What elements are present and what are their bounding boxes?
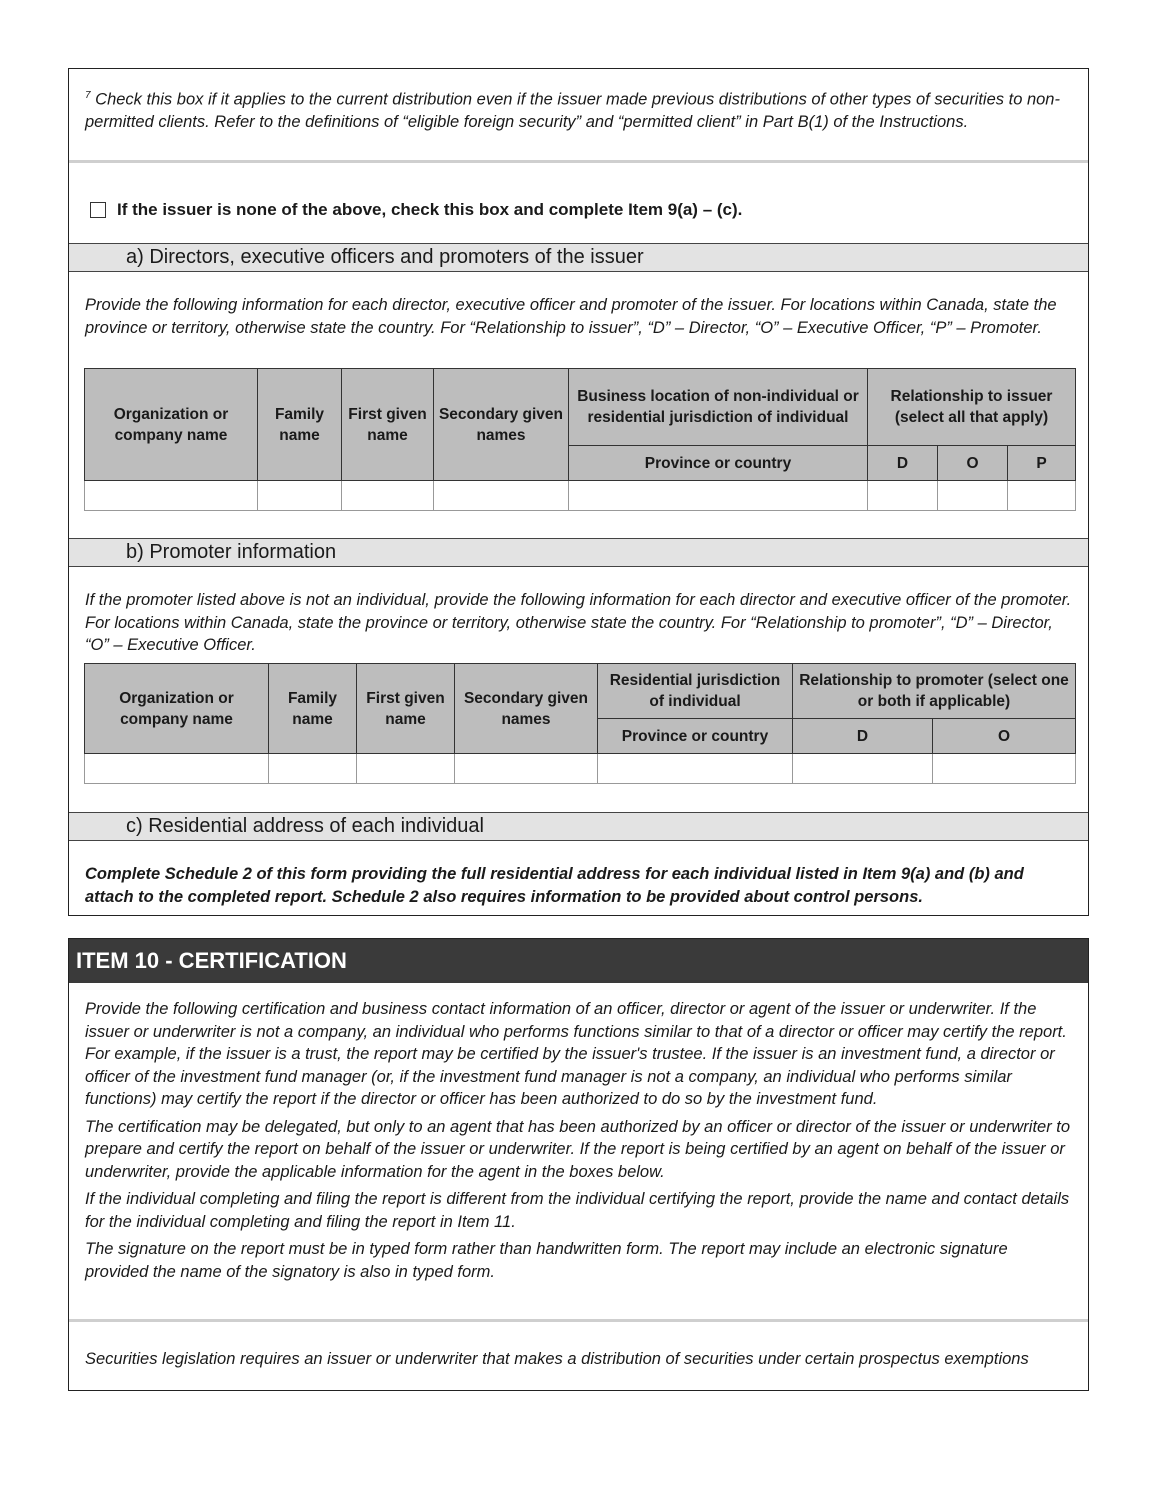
item10-paragraph-1: Provide the following certification and business contact information of an officer, director or agent of the issuer or underwriter. If the issuer or underwriter is not a company, an individual who performs functions similar to that of a director or officer may certify the report. For example, if the issuer is a trust, the report may be certified by the issuer's trustee. If the issuer is an investment fund, a director or officer of the investment fund manager (or, if the investment fund manager is not a company, an individual who performs similar functions) may certify the report if the director or officer has been authorized to do so by the investment fund. (85, 1000, 1067, 1108)
cell-secondary[interactable] (434, 481, 569, 511)
item10-paragraph-2: The certification may be delegated, but only to an agent that has been authorized by an officer or director of the issuer or underwriter to prepare and certify the report on behalf of the issuer or underwriter. If the report is being certified by an agent on behalf of the issuer or underwriter, provide the applicable information for the agent in the boxes below. (85, 1117, 1071, 1181)
section-c-text: Complete Schedule 2 of this form providing the full residential address for each individual listed in Item 9(a) and (b) and attach to the completed report. Schedule 2 also requires information to be provided about control persons. (85, 865, 1024, 906)
cell-first[interactable] (357, 754, 455, 784)
cell-org[interactable] (85, 754, 269, 784)
item10-title: ITEM 10 - CERTIFICATION (69, 939, 1088, 983)
cell-org[interactable] (85, 481, 258, 511)
footnote-text: Check this box if it applies to the current distribution even if the issuer made previous distributions of other types of securities to non-permitted clients. Refer to the definitions of “eligible foreign security” and “permitted client” in Part B(1) of the Instructions. (85, 90, 1060, 131)
col-d: D (868, 446, 938, 481)
cell-o[interactable] (933, 754, 1076, 784)
table-row (85, 481, 1076, 511)
item10-box (68, 938, 1089, 1391)
cell-o[interactable] (938, 481, 1008, 511)
col-location: Business location of non-individual or residential jurisdiction of individual (569, 369, 868, 446)
section-c-title: c) Residential address of each individual (69, 812, 1088, 841)
item10-instructions (85, 998, 1074, 1283)
footnote-divider (69, 160, 1088, 163)
cell-first[interactable] (342, 481, 434, 511)
table-row (85, 754, 1076, 784)
directors-table (84, 368, 1076, 511)
promoter-table (84, 663, 1076, 784)
cell-secondary[interactable] (455, 754, 598, 784)
item10-footer-text: Securities legislation requires an issuer or underwriter that makes a distribution of securities under certain prospectus exemptions (85, 1350, 1029, 1368)
col-org: Organization or company name (85, 664, 269, 754)
item9-box (68, 68, 1089, 916)
col-secondary: Secondary given names (455, 664, 598, 754)
col-relationship: Relationship to issuer (select all that apply) (868, 369, 1076, 446)
section-a-title: a) Directors, executive officers and promoters of the issuer (69, 243, 1088, 272)
none-above-checkbox[interactable] (90, 202, 106, 218)
col-d: D (793, 719, 933, 754)
cell-family[interactable] (269, 754, 357, 784)
cell-p[interactable] (1008, 481, 1076, 511)
col-first: First given name (357, 664, 455, 754)
col-province: Province or country (569, 446, 868, 481)
item10-divider (69, 1319, 1088, 1322)
item10-paragraph-3: If the individual completing and filing the report is different from the individual certifying the report, provide the name and contact details for the individual completing and filing the report in Item 11. (85, 1190, 1070, 1231)
col-secondary: Secondary given names (434, 369, 569, 481)
col-first: First given name (342, 369, 434, 481)
col-o: O (933, 719, 1076, 754)
col-org: Organization or company name (85, 369, 258, 481)
col-jurisdiction: Residential jurisdiction of individual (598, 664, 793, 719)
col-family: Family name (258, 369, 342, 481)
col-p: P (1008, 446, 1076, 481)
col-family: Family name (269, 664, 357, 754)
cell-d[interactable] (793, 754, 933, 784)
section-b-instructions: If the promoter listed above is not an individual, provide the following information for each director and executive officer of the promoter. For locations within Canada, state the province or territory, otherwise state the country. For “Relationship to promoter”, “D” – Director, “O” – Executive Officer. (85, 591, 1072, 654)
footnote (85, 85, 1074, 134)
item10-paragraph-4: The signature on the report must be in typed form rather than handwritten form. The report may include an electronic signature provided the name of the signatory is also in typed form. (85, 1240, 1008, 1281)
cell-d[interactable] (868, 481, 938, 511)
col-province: Province or country (598, 719, 793, 754)
cell-province[interactable] (598, 754, 793, 784)
col-o: O (938, 446, 1008, 481)
cell-family[interactable] (258, 481, 342, 511)
none-above-label: If the issuer is none of the above, check this box and complete Item 9(a) – (c). (117, 200, 743, 219)
section-b-title: b) Promoter information (69, 538, 1088, 567)
section-a-instructions: Provide the following information for each director, executive officer and promoter of the issuer. For locations within Canada, state the province or territory, otherwise state the country. For “Relationship to issuer”, “D” – Director, “O” – Executive Officer, “P” – Promoter. (85, 296, 1057, 337)
col-relationship: Relationship to promoter (select one or both if applicable) (793, 664, 1076, 719)
footnote-number: 7 (85, 90, 91, 101)
cell-province[interactable] (569, 481, 868, 511)
